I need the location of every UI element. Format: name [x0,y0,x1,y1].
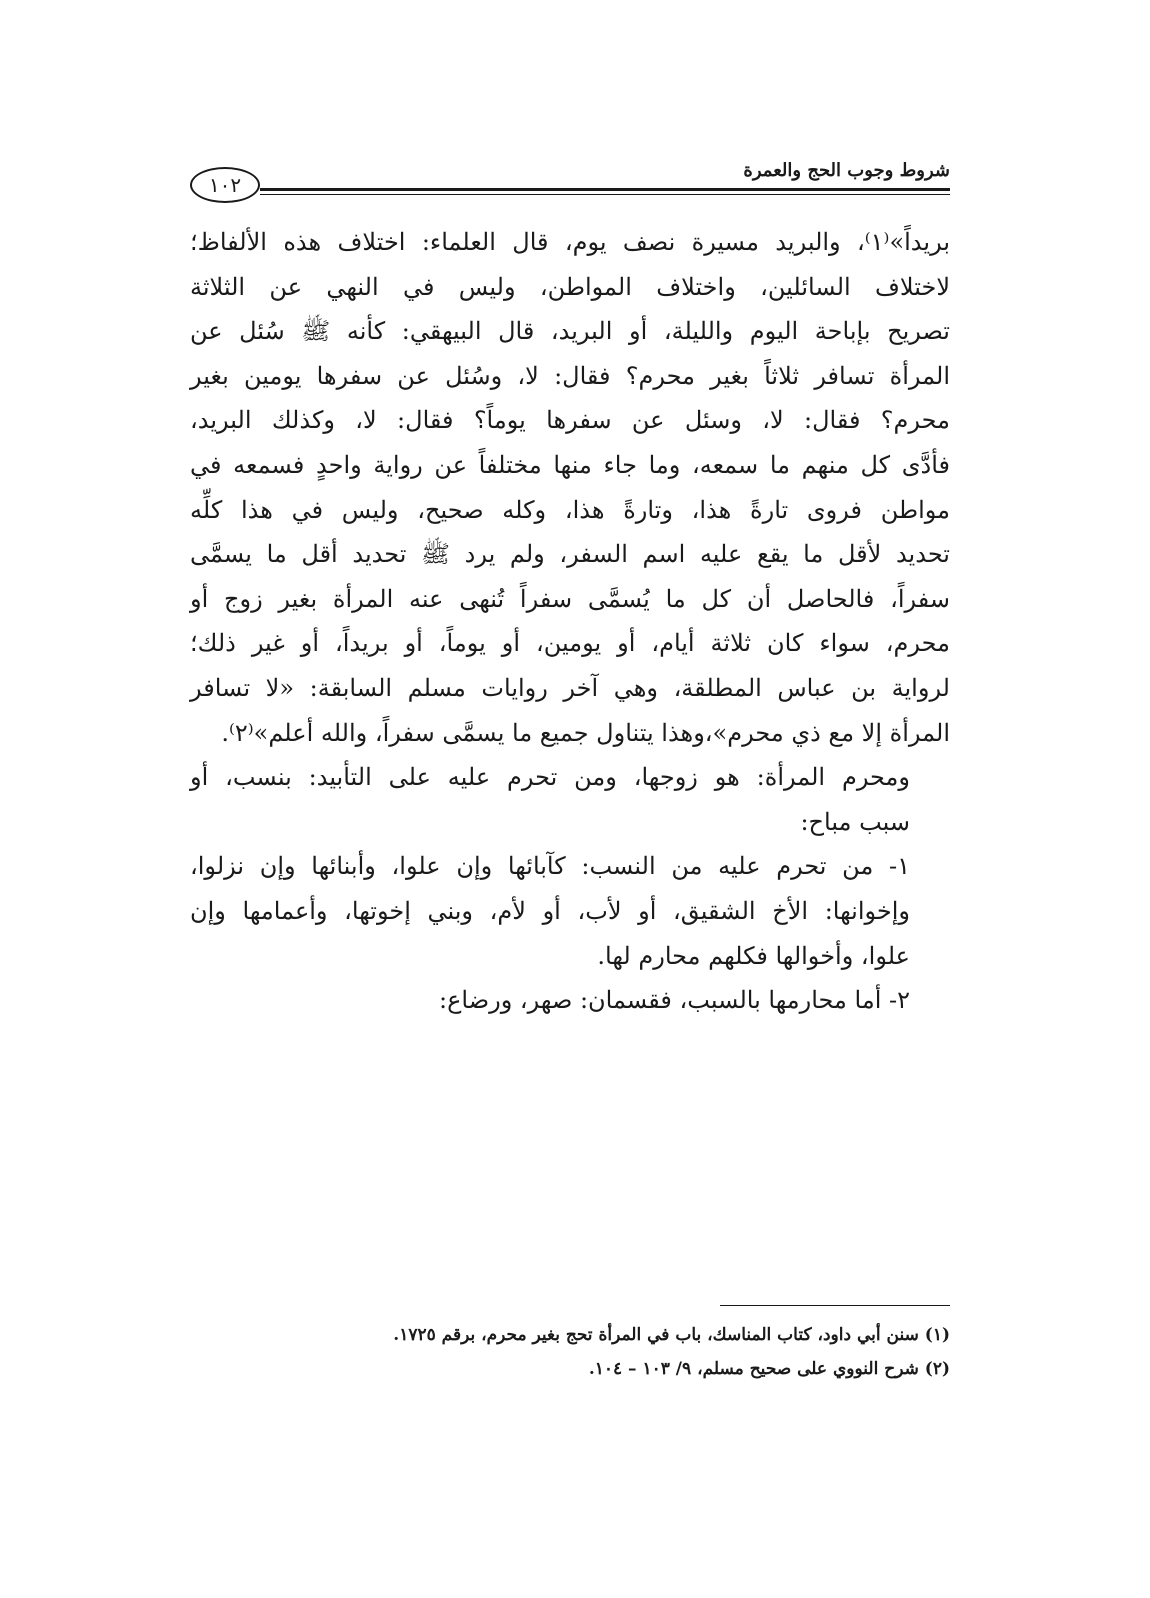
text-line: بريداً»⁽١⁾، والبريد مسيرة نصف يوم، قال العلماء: اختلاف هذه الألفاظ؛ [190,228,950,256]
text-line: سفراً، فالحاصل أن كل ما يُسمَّى سفراً تُنهى عنه المرأة بغير زوج أو [190,584,950,613]
header-rule-thin [260,194,950,195]
text-line: لاختلاف السائلين، واختلاف المواطن، وليس في النهي عن الثلاثة [190,272,950,301]
header-rule [260,188,950,191]
paragraph-4: ٢- أما محارمها بالسبب، فقسمان: صهر، ورضاع: [439,986,910,1015]
text-line: علوا، وأخوالها فكلهم محارم لها. [597,941,910,970]
text-line: تحديد لأقل ما يقع عليه اسم السفر، ولم يرد ﷺ تحديد أقل ما يسمَّى [190,540,950,569]
footnotes [190,1318,950,1386]
text-line: المرأة إلا مع ذي محرم»،وهذا يتناول جميع ما يسمَّى سفراً، والله أعلم»⁽٢⁾. [221,718,950,747]
text-line: فأدَّى كل منهم ما سمعه، وما جاء منها مختلفاً عن رواية واحدٍ فسمعه في [190,450,950,479]
page-number-badge: ١٠٢ [190,167,260,203]
text-line: وإخوانها: الأخ الشقيق، أو لأب، أو لأم، وبني إخوتها، وأعمامها وإن [190,896,910,925]
page-header [190,150,950,212]
footnote-2: (٢) شرح النووي على صحيح مسلم، ٩/ ١٠٣ – ١٠٤. [588,1359,950,1379]
paragraph-2 [190,755,950,844]
text-line: مواطن فروى تارةً هذا، وتارةً هذا، وكله صحيح، وليس في هذا كلِّه [190,495,950,524]
text-line: تصريح بإباحة اليوم والليلة، أو البريد، قال البيهقي: كأنه ﷺ سُئل عن [190,317,950,346]
text-line: لرواية بن عباس المطلقة، وهي آخر روايات مسلم السابقة: «لا تسافر [190,673,950,702]
text-line: ومحرم المرأة: هو زوجها، ومن تحرم عليه على التأبيد: بنسب، أو [190,763,910,792]
main-text [190,220,950,1023]
text-line: محرم، سواء كان ثلاثة أيام، أو يومين، أو يوماً، أو بريداً، أو غير ذلك؛ [190,629,950,658]
paragraph-1 [190,220,950,755]
text-line: محرم؟ فقال: لا، وسئل عن سفرها يوماً؟ فقال: لا، وكذلك البريد، [190,406,950,435]
footnote-1: (١) سنن أبي داود، كتاب المناسك، باب في المرأة تحج بغير محرم، برقم ١٧٢٥. [393,1325,950,1345]
running-title: شروط وجوب الحج والعمرة [743,160,950,181]
footnote-separator [720,1305,950,1306]
text-line: سبب مباح: [800,807,910,836]
text-line: المرأة تسافر ثلاثاً بغير محرم؟ فقال: لا، وسُئل عن سفرها يومين بغير [190,361,950,390]
text-line: ١- من تحرم عليه من النسب: كآبائها وإن علوا، وأبنائها وإن نزلوا، [190,852,910,881]
paragraph-3 [190,844,950,978]
